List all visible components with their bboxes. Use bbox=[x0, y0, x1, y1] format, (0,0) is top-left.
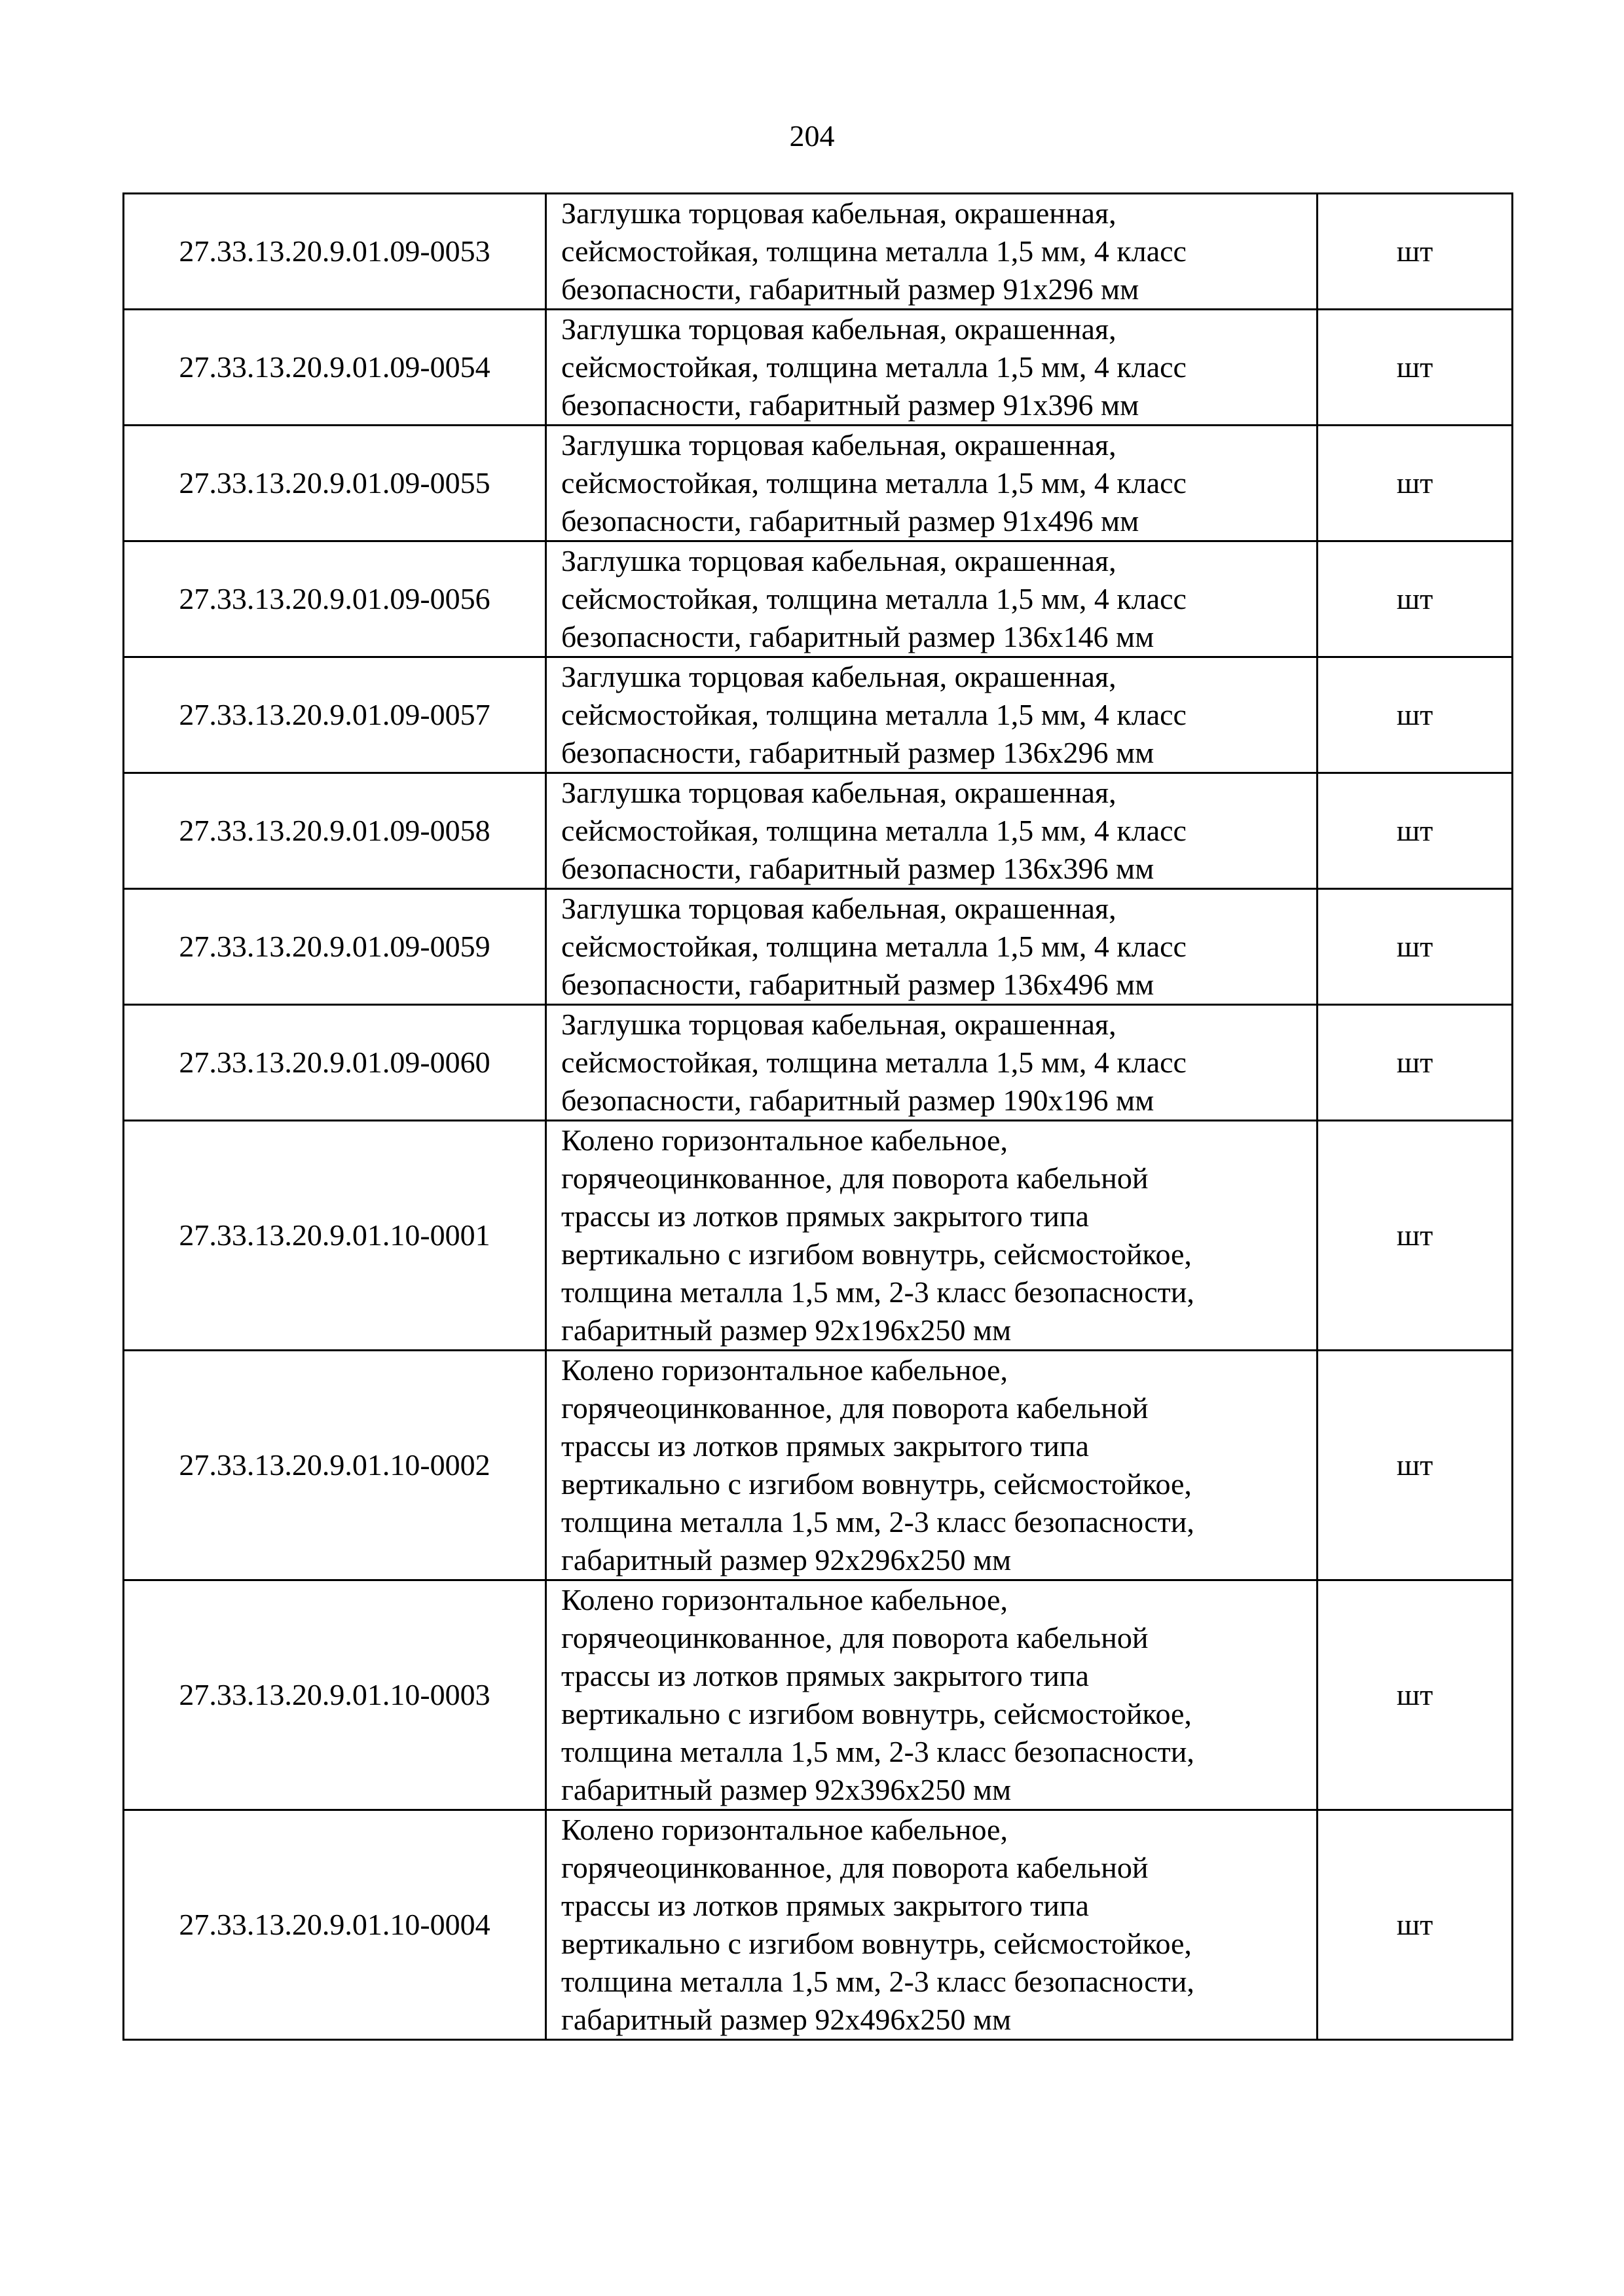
unit-of-measure: шт bbox=[1318, 657, 1513, 773]
resource-code: 27.33.13.20.9.01.10-0004 bbox=[124, 1810, 546, 2040]
table-row bbox=[124, 1005, 1513, 1121]
resource-code: 27.33.13.20.9.01.09-0054 bbox=[124, 310, 546, 426]
resource-code: 27.33.13.20.9.01.09-0056 bbox=[124, 541, 546, 657]
resource-description: Колено горизонтальное кабельное, горячеоцинкованное, для поворота кабельной трассы из лотков прямых закрытого типа вертикально с изгибом вовнутрь, сейсмостойкое, толщина металла 1,5 мм, 2-3 класс безопасности, габаритный размер 92x196x250 мм bbox=[546, 1121, 1318, 1351]
resource-code: 27.33.13.20.9.01.09-0053 bbox=[124, 194, 546, 310]
resource-description: Колено горизонтальное кабельное, горячеоцинкованное, для поворота кабельной трассы из лотков прямых закрытого типа вертикально с изгибом вовнутрь, сейсмостойкое, толщина металла 1,5 мм, 2-3 класс безопасности, габаритный размер 92x296x250 мм bbox=[546, 1351, 1318, 1580]
resource-description: Заглушка торцовая кабельная, окрашенная, сейсмостойкая, толщина металла 1,5 мм, 4 класс безопасности, габаритный размер 91x396 мм bbox=[546, 310, 1318, 426]
resource-description: Заглушка торцовая кабельная, окрашенная, сейсмостойкая, толщина металла 1,5 мм, 4 класс безопасности, габаритный размер 91x496 мм bbox=[546, 426, 1318, 541]
resource-code: 27.33.13.20.9.01.10-0001 bbox=[124, 1121, 546, 1351]
resource-description: Заглушка торцовая кабельная, окрашенная, сейсмостойкая, толщина металла 1,5 мм, 4 класс безопасности, габаритный размер 136x296 мм bbox=[546, 657, 1318, 773]
resource-code: 27.33.13.20.9.01.09-0057 bbox=[124, 657, 546, 773]
resource-description: Заглушка торцовая кабельная, окрашенная, сейсмостойкая, толщина металла 1,5 мм, 4 класс безопасности, габаритный размер 91x296 мм bbox=[546, 194, 1318, 310]
resource-code: 27.33.13.20.9.01.09-0055 bbox=[124, 426, 546, 541]
resource-code: 27.33.13.20.9.01.09-0058 bbox=[124, 773, 546, 889]
unit-of-measure: шт bbox=[1318, 426, 1513, 541]
unit-of-measure: шт bbox=[1318, 541, 1513, 657]
table-row bbox=[124, 1351, 1513, 1580]
table-row bbox=[124, 889, 1513, 1005]
resource-code: 27.33.13.20.9.01.09-0060 bbox=[124, 1005, 546, 1121]
unit-of-measure: шт bbox=[1318, 1810, 1513, 2040]
unit-of-measure: шт bbox=[1318, 194, 1513, 310]
table-row bbox=[124, 1810, 1513, 2040]
unit-of-measure: шт bbox=[1318, 1005, 1513, 1121]
table-row bbox=[124, 310, 1513, 426]
table-row bbox=[124, 1121, 1513, 1351]
resource-description: Колено горизонтальное кабельное, горячеоцинкованное, для поворота кабельной трассы из лотков прямых закрытого типа вертикально с изгибом вовнутрь, сейсмостойкое, толщина металла 1,5 мм, 2-3 класс безопасности, габаритный размер 92x496x250 мм bbox=[546, 1810, 1318, 2040]
unit-of-measure: шт bbox=[1318, 1121, 1513, 1351]
resource-description: Колено горизонтальное кабельное, горячеоцинкованное, для поворота кабельной трассы из лотков прямых закрытого типа вертикально с изгибом вовнутрь, сейсмостойкое, толщина металла 1,5 мм, 2-3 класс безопасности, габаритный размер 92x396x250 мм bbox=[546, 1580, 1318, 1810]
unit-of-measure: шт bbox=[1318, 889, 1513, 1005]
table-row bbox=[124, 657, 1513, 773]
table-row bbox=[124, 1580, 1513, 1810]
unit-of-measure: шт bbox=[1318, 773, 1513, 889]
unit-of-measure: шт bbox=[1318, 310, 1513, 426]
resource-description: Заглушка торцовая кабельная, окрашенная, сейсмостойкая, толщина металла 1,5 мм, 4 класс безопасности, габаритный размер 136x496 мм bbox=[546, 889, 1318, 1005]
unit-of-measure: шт bbox=[1318, 1580, 1513, 1810]
resource-code: 27.33.13.20.9.01.10-0002 bbox=[124, 1351, 546, 1580]
resource-code: 27.33.13.20.9.01.09-0059 bbox=[124, 889, 546, 1005]
resource-description: Заглушка торцовая кабельная, окрашенная, сейсмостойкая, толщина металла 1,5 мм, 4 класс безопасности, габаритный размер 190x196 мм bbox=[546, 1005, 1318, 1121]
resource-description: Заглушка торцовая кабельная, окрашенная, сейсмостойкая, толщина металла 1,5 мм, 4 класс безопасности, габаритный размер 136x146 мм bbox=[546, 541, 1318, 657]
table-row bbox=[124, 773, 1513, 889]
unit-of-measure: шт bbox=[1318, 1351, 1513, 1580]
table-row bbox=[124, 426, 1513, 541]
table-row bbox=[124, 194, 1513, 310]
resource-table bbox=[122, 192, 1513, 2041]
resource-description: Заглушка торцовая кабельная, окрашенная, сейсмостойкая, толщина металла 1,5 мм, 4 класс безопасности, габаритный размер 136x396 мм bbox=[546, 773, 1318, 889]
resource-code: 27.33.13.20.9.01.10-0003 bbox=[124, 1580, 546, 1810]
page-number: 204 bbox=[789, 119, 835, 153]
table-row bbox=[124, 541, 1513, 657]
